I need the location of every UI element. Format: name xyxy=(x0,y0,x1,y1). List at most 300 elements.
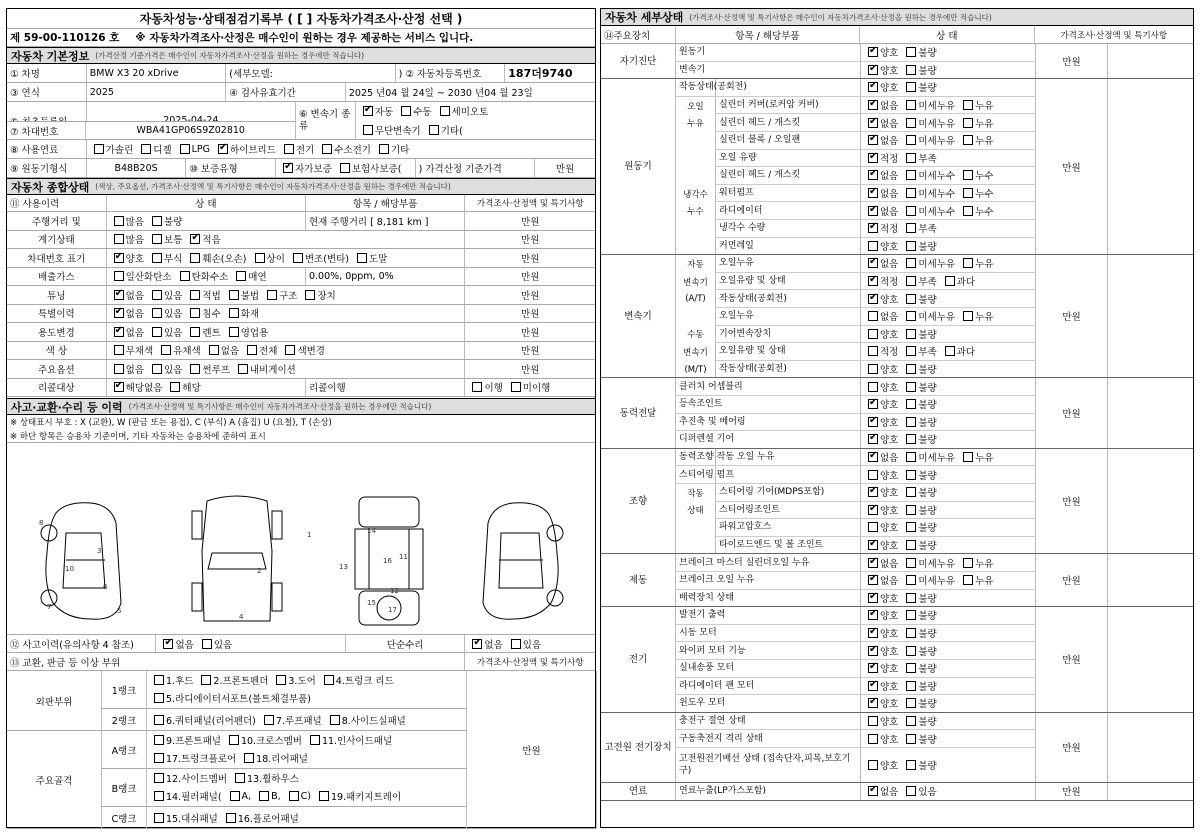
checkbox[interactable] xyxy=(868,734,878,744)
checkbox[interactable] xyxy=(868,153,878,163)
option[interactable] xyxy=(902,327,936,341)
option[interactable] xyxy=(959,186,993,200)
checkbox[interactable] xyxy=(906,382,916,392)
checkbox[interactable] xyxy=(906,118,916,128)
option[interactable] xyxy=(279,161,332,175)
option[interactable] xyxy=(148,251,182,265)
option[interactable] xyxy=(864,432,898,446)
checkbox[interactable] xyxy=(238,364,248,374)
checkbox[interactable] xyxy=(868,47,878,57)
option[interactable] xyxy=(864,98,898,112)
option[interactable] xyxy=(902,186,955,200)
checkbox[interactable] xyxy=(229,327,239,337)
checkbox[interactable] xyxy=(152,253,162,263)
checkbox[interactable] xyxy=(180,144,190,154)
checkbox[interactable] xyxy=(906,346,916,356)
checkbox[interactable] xyxy=(235,773,245,783)
option[interactable] xyxy=(166,380,200,394)
option[interactable] xyxy=(959,256,993,270)
checkbox[interactable] xyxy=(906,399,916,409)
checkbox[interactable] xyxy=(868,311,878,321)
checkbox[interactable] xyxy=(190,308,200,318)
option[interactable] xyxy=(110,232,144,246)
option[interactable] xyxy=(186,288,220,302)
checkbox[interactable] xyxy=(906,663,916,673)
option[interactable] xyxy=(902,714,936,728)
option[interactable] xyxy=(326,713,406,727)
checkbox[interactable] xyxy=(201,675,211,685)
checkbox[interactable] xyxy=(906,364,916,374)
checkbox[interactable] xyxy=(154,735,164,745)
checkbox[interactable] xyxy=(868,241,878,251)
checkbox[interactable] xyxy=(229,290,239,300)
option[interactable] xyxy=(902,204,955,218)
option[interactable] xyxy=(902,292,936,306)
checkbox[interactable] xyxy=(868,716,878,726)
option[interactable] xyxy=(864,239,898,253)
checkbox[interactable] xyxy=(154,693,164,703)
checkbox[interactable] xyxy=(868,346,878,356)
checkbox[interactable] xyxy=(868,206,878,216)
option[interactable] xyxy=(110,251,144,265)
checkbox[interactable] xyxy=(868,681,878,691)
checkbox[interactable] xyxy=(963,100,973,110)
checkbox[interactable] xyxy=(906,760,916,770)
option[interactable] xyxy=(301,288,335,302)
checkbox[interactable] xyxy=(293,253,303,263)
checkbox[interactable] xyxy=(868,223,878,233)
option[interactable] xyxy=(864,221,898,235)
option[interactable] xyxy=(864,415,898,429)
option[interactable] xyxy=(902,503,936,517)
checkbox[interactable] xyxy=(276,675,286,685)
option[interactable] xyxy=(176,269,229,283)
checkbox[interactable] xyxy=(963,206,973,216)
checkbox[interactable] xyxy=(906,135,916,145)
option[interactable] xyxy=(285,791,311,802)
checkbox[interactable] xyxy=(114,216,124,226)
checkbox[interactable] xyxy=(94,144,104,154)
checkbox[interactable] xyxy=(906,188,916,198)
option[interactable] xyxy=(902,151,936,165)
option[interactable] xyxy=(864,732,898,746)
checkbox[interactable] xyxy=(906,470,916,480)
option[interactable] xyxy=(902,45,936,59)
checkbox[interactable] xyxy=(152,290,162,300)
option[interactable] xyxy=(864,168,898,182)
checkbox[interactable] xyxy=(340,163,350,173)
checkbox[interactable] xyxy=(868,364,878,374)
option[interactable] xyxy=(176,144,210,155)
checkbox[interactable] xyxy=(511,382,521,392)
checkbox[interactable] xyxy=(152,327,162,337)
checkbox[interactable] xyxy=(190,327,200,337)
checkbox[interactable] xyxy=(868,663,878,673)
checkbox[interactable] xyxy=(868,558,878,568)
option[interactable] xyxy=(864,256,898,270)
checkbox[interactable] xyxy=(218,144,228,154)
option[interactable] xyxy=(359,123,421,137)
option[interactable] xyxy=(186,325,220,339)
checkbox[interactable] xyxy=(868,540,878,550)
option[interactable] xyxy=(359,104,393,118)
option[interactable] xyxy=(197,673,268,687)
option[interactable] xyxy=(864,608,898,622)
option[interactable] xyxy=(902,538,936,552)
checkbox[interactable] xyxy=(906,716,916,726)
option[interactable] xyxy=(902,274,936,288)
checkbox[interactable] xyxy=(868,135,878,145)
checkbox[interactable] xyxy=(868,452,878,462)
option[interactable] xyxy=(110,269,172,283)
checkbox[interactable] xyxy=(114,271,124,281)
option[interactable] xyxy=(186,306,220,320)
option[interactable] xyxy=(148,325,182,339)
checkbox[interactable] xyxy=(259,791,269,801)
checkbox[interactable] xyxy=(963,118,973,128)
checkbox[interactable] xyxy=(963,452,973,462)
checkbox[interactable] xyxy=(906,786,916,796)
option[interactable] xyxy=(306,733,392,747)
option[interactable] xyxy=(864,344,898,358)
option[interactable] xyxy=(959,573,993,587)
checkbox[interactable] xyxy=(229,308,239,318)
checkbox[interactable] xyxy=(114,234,124,244)
checkbox[interactable] xyxy=(906,82,916,92)
checkbox[interactable] xyxy=(230,791,240,801)
checkbox[interactable] xyxy=(202,639,212,649)
checkbox[interactable] xyxy=(868,646,878,656)
checkbox[interactable] xyxy=(190,290,200,300)
option[interactable] xyxy=(864,573,898,587)
option[interactable] xyxy=(902,362,936,376)
option[interactable] xyxy=(864,784,898,798)
option[interactable] xyxy=(110,343,154,357)
checkbox[interactable] xyxy=(868,82,878,92)
checkbox[interactable] xyxy=(114,382,124,392)
option[interactable] xyxy=(902,732,936,746)
option[interactable] xyxy=(214,142,276,156)
checkbox[interactable] xyxy=(236,271,246,281)
option[interactable] xyxy=(902,758,936,772)
checkbox[interactable] xyxy=(906,100,916,110)
option[interactable] xyxy=(150,751,236,765)
checkbox[interactable] xyxy=(357,253,367,263)
option[interactable] xyxy=(864,380,898,394)
checkbox[interactable] xyxy=(906,153,916,163)
checkbox[interactable] xyxy=(906,646,916,656)
option[interactable] xyxy=(902,98,955,112)
option[interactable] xyxy=(864,274,898,288)
checkbox[interactable] xyxy=(114,308,124,318)
option[interactable] xyxy=(902,415,936,429)
checkbox[interactable] xyxy=(154,791,164,801)
option[interactable] xyxy=(222,811,299,825)
checkbox[interactable] xyxy=(141,144,151,154)
option[interactable] xyxy=(864,397,898,411)
option[interactable] xyxy=(959,98,993,112)
option[interactable] xyxy=(864,485,898,499)
option[interactable] xyxy=(864,362,898,376)
checkbox[interactable] xyxy=(906,329,916,339)
checkbox[interactable] xyxy=(963,575,973,585)
option[interactable] xyxy=(864,696,898,710)
checkbox[interactable] xyxy=(305,290,315,300)
option[interactable] xyxy=(864,204,898,218)
option[interactable] xyxy=(468,637,502,651)
option[interactable] xyxy=(864,758,898,772)
option[interactable] xyxy=(864,63,898,77)
option[interactable] xyxy=(902,784,936,798)
checkbox[interactable] xyxy=(906,434,916,444)
checkbox[interactable] xyxy=(868,505,878,515)
option[interactable] xyxy=(959,556,993,570)
option[interactable] xyxy=(150,691,311,705)
option[interactable] xyxy=(336,161,402,175)
checkbox[interactable] xyxy=(255,253,265,263)
checkbox[interactable] xyxy=(324,675,334,685)
option[interactable] xyxy=(902,239,936,253)
checkbox[interactable] xyxy=(963,188,973,198)
option[interactable] xyxy=(864,151,898,165)
option[interactable] xyxy=(353,251,387,265)
checkbox[interactable] xyxy=(283,163,293,173)
checkbox[interactable] xyxy=(154,753,164,763)
checkbox[interactable] xyxy=(868,399,878,409)
option[interactable] xyxy=(150,811,218,825)
checkbox[interactable] xyxy=(190,253,200,263)
option[interactable] xyxy=(148,288,182,302)
option[interactable] xyxy=(436,104,489,118)
checkbox[interactable] xyxy=(154,813,164,823)
checkbox[interactable] xyxy=(868,434,878,444)
checkbox[interactable] xyxy=(868,760,878,770)
option[interactable] xyxy=(205,343,239,357)
option[interactable] xyxy=(864,80,898,94)
checkbox[interactable] xyxy=(379,144,389,154)
option[interactable] xyxy=(864,327,898,341)
checkbox[interactable] xyxy=(472,382,482,392)
checkbox[interactable] xyxy=(363,125,373,135)
checkbox[interactable] xyxy=(114,345,124,355)
option[interactable] xyxy=(289,251,349,265)
option[interactable] xyxy=(272,673,315,687)
option[interactable] xyxy=(425,123,463,137)
option[interactable] xyxy=(902,591,936,605)
checkbox[interactable] xyxy=(154,773,164,783)
checkbox[interactable] xyxy=(868,329,878,339)
checkbox[interactable] xyxy=(906,223,916,233)
option[interactable] xyxy=(902,397,936,411)
checkbox[interactable] xyxy=(906,170,916,180)
option[interactable] xyxy=(864,468,898,482)
checkbox[interactable] xyxy=(906,417,916,427)
option[interactable] xyxy=(234,362,296,376)
option[interactable] xyxy=(231,771,299,785)
option[interactable] xyxy=(507,637,541,651)
checkbox[interactable] xyxy=(906,734,916,744)
option[interactable] xyxy=(864,450,898,464)
option[interactable] xyxy=(902,573,955,587)
checkbox[interactable] xyxy=(906,540,916,550)
checkbox[interactable] xyxy=(190,234,200,244)
checkbox[interactable] xyxy=(868,417,878,427)
option[interactable] xyxy=(157,343,201,357)
option[interactable] xyxy=(864,133,898,147)
option[interactable] xyxy=(864,116,898,130)
option[interactable] xyxy=(375,142,409,156)
option[interactable] xyxy=(281,343,325,357)
checkbox[interactable] xyxy=(114,327,124,337)
option[interactable] xyxy=(864,714,898,728)
checkbox[interactable] xyxy=(511,639,521,649)
checkbox[interactable] xyxy=(868,610,878,620)
option[interactable] xyxy=(148,362,182,376)
checkbox[interactable] xyxy=(114,290,124,300)
option[interactable] xyxy=(225,733,302,747)
option[interactable] xyxy=(864,556,898,570)
checkbox[interactable] xyxy=(868,786,878,796)
option[interactable] xyxy=(902,256,955,270)
checkbox[interactable] xyxy=(114,253,124,263)
option[interactable] xyxy=(110,214,144,228)
option[interactable] xyxy=(902,133,955,147)
option[interactable] xyxy=(150,673,193,687)
checkbox[interactable] xyxy=(229,735,239,745)
checkbox[interactable] xyxy=(906,294,916,304)
checkbox[interactable] xyxy=(868,487,878,497)
option[interactable] xyxy=(864,626,898,640)
checkbox[interactable] xyxy=(429,125,439,135)
checkbox[interactable] xyxy=(963,258,973,268)
option[interactable] xyxy=(148,214,182,228)
option[interactable] xyxy=(150,733,221,747)
checkbox[interactable] xyxy=(906,698,916,708)
checkbox[interactable] xyxy=(401,106,411,116)
option[interactable] xyxy=(110,288,144,302)
checkbox[interactable] xyxy=(152,364,162,374)
option[interactable] xyxy=(507,380,551,394)
checkbox[interactable] xyxy=(906,206,916,216)
option[interactable] xyxy=(864,679,898,693)
checkbox[interactable] xyxy=(906,610,916,620)
option[interactable] xyxy=(110,325,144,339)
option[interactable] xyxy=(251,251,285,265)
checkbox[interactable] xyxy=(114,364,124,374)
option[interactable] xyxy=(397,104,431,118)
checkbox[interactable] xyxy=(906,65,916,75)
option[interactable] xyxy=(959,168,993,182)
option[interactable] xyxy=(240,751,308,765)
checkbox[interactable] xyxy=(868,276,878,286)
option[interactable] xyxy=(959,133,993,147)
checkbox[interactable] xyxy=(289,791,299,801)
option[interactable] xyxy=(315,789,401,803)
option[interactable] xyxy=(902,344,936,358)
checkbox[interactable] xyxy=(163,639,173,649)
checkbox[interactable] xyxy=(906,258,916,268)
option[interactable] xyxy=(186,251,246,265)
option[interactable] xyxy=(864,292,898,306)
option[interactable] xyxy=(318,142,371,156)
checkbox[interactable] xyxy=(868,188,878,198)
option[interactable] xyxy=(959,450,993,464)
option[interactable] xyxy=(864,644,898,658)
checkbox[interactable] xyxy=(906,681,916,691)
option[interactable] xyxy=(902,63,936,77)
checkbox[interactable] xyxy=(945,346,955,356)
option[interactable] xyxy=(864,591,898,605)
checkbox[interactable] xyxy=(310,735,320,745)
option[interactable] xyxy=(150,771,227,785)
option[interactable] xyxy=(864,520,898,534)
checkbox[interactable] xyxy=(190,364,200,374)
option[interactable] xyxy=(902,380,936,394)
option[interactable] xyxy=(320,673,394,687)
option[interactable] xyxy=(137,142,171,156)
option[interactable] xyxy=(864,186,898,200)
checkbox[interactable] xyxy=(906,47,916,57)
checkbox[interactable] xyxy=(440,106,450,116)
checkbox[interactable] xyxy=(247,345,257,355)
option[interactable] xyxy=(198,637,232,651)
checkbox[interactable] xyxy=(226,813,236,823)
checkbox[interactable] xyxy=(963,558,973,568)
option[interactable] xyxy=(90,142,134,156)
option[interactable] xyxy=(959,204,993,218)
checkbox[interactable] xyxy=(906,452,916,462)
option[interactable] xyxy=(902,644,936,658)
checkbox[interactable] xyxy=(152,216,162,226)
option[interactable] xyxy=(148,232,182,246)
checkbox[interactable] xyxy=(868,698,878,708)
option[interactable] xyxy=(226,791,252,802)
option[interactable] xyxy=(959,116,993,130)
checkbox[interactable] xyxy=(330,715,340,725)
option[interactable] xyxy=(902,221,936,235)
option[interactable] xyxy=(864,661,898,675)
option[interactable] xyxy=(902,608,936,622)
checkbox[interactable] xyxy=(170,382,180,392)
option[interactable] xyxy=(902,80,936,94)
checkbox[interactable] xyxy=(906,505,916,515)
checkbox[interactable] xyxy=(472,639,482,649)
checkbox[interactable] xyxy=(906,276,916,286)
checkbox[interactable] xyxy=(152,308,162,318)
option[interactable] xyxy=(941,274,975,288)
option[interactable] xyxy=(110,306,144,320)
checkbox[interactable] xyxy=(180,271,190,281)
option[interactable] xyxy=(864,45,898,59)
checkbox[interactable] xyxy=(906,593,916,603)
option[interactable] xyxy=(159,637,193,651)
checkbox[interactable] xyxy=(322,144,332,154)
checkbox[interactable] xyxy=(209,345,219,355)
option[interactable] xyxy=(186,362,230,376)
checkbox[interactable] xyxy=(152,234,162,244)
option[interactable] xyxy=(959,309,993,323)
checkbox[interactable] xyxy=(868,628,878,638)
option[interactable] xyxy=(225,288,259,302)
checkbox[interactable] xyxy=(868,65,878,75)
checkbox[interactable] xyxy=(244,753,254,763)
option[interactable] xyxy=(225,306,259,320)
checkbox[interactable] xyxy=(154,715,164,725)
option[interactable] xyxy=(902,450,955,464)
option[interactable] xyxy=(280,142,314,156)
option[interactable] xyxy=(150,713,256,727)
option[interactable] xyxy=(263,288,297,302)
